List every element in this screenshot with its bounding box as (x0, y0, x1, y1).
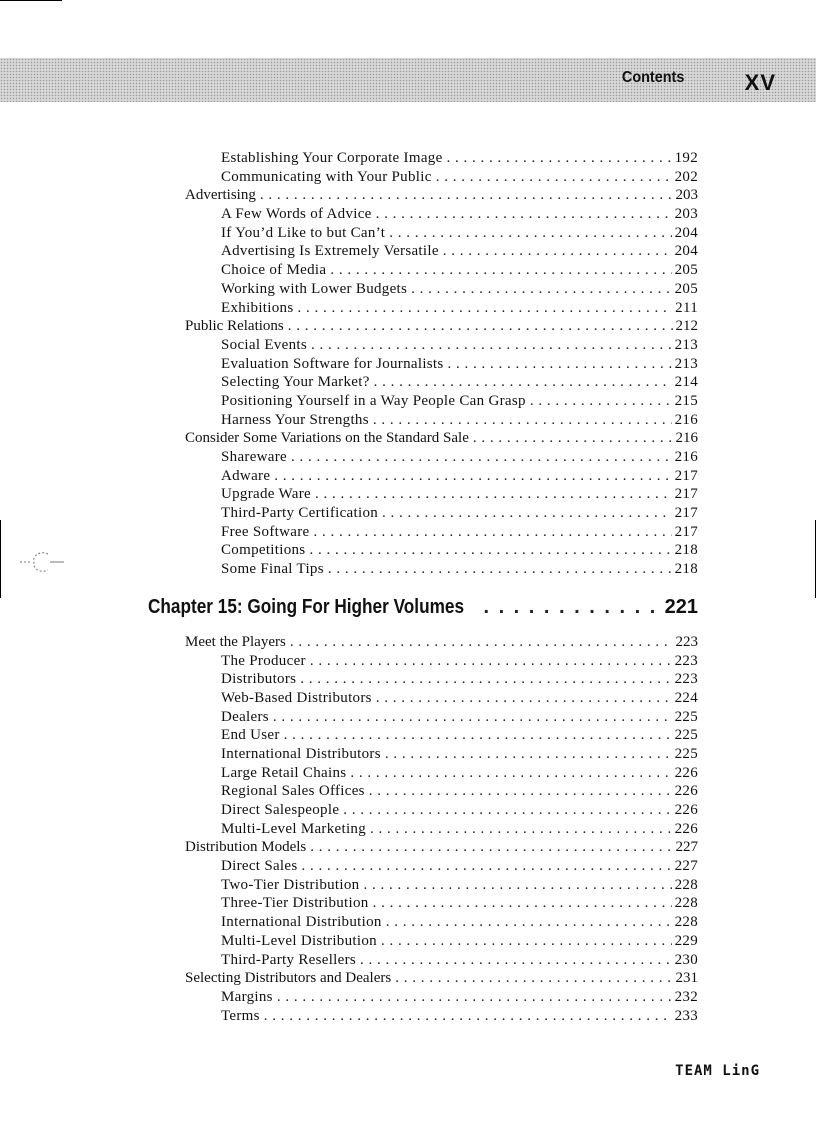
toc-entry-title: Multi-Level Distribution (221, 932, 377, 949)
toc-entry[interactable] (148, 317, 698, 336)
toc-page-number: 213 (674, 355, 698, 372)
toc-page-number: 214 (674, 374, 698, 391)
dot-leader (377, 932, 672, 951)
toc-entry-title: International Distribution (221, 914, 382, 931)
dot-leader (526, 392, 672, 411)
toc-page-number: 212 (675, 318, 698, 335)
dot-leader (444, 355, 672, 374)
toc-entry-title: Chapter 15: Going For Higher Volumes (148, 595, 465, 618)
toc-entry-title: Communicating with Your Public (221, 168, 432, 185)
dot-leader (372, 689, 672, 708)
toc-page-number: 224 (674, 689, 698, 706)
registration-mark-icon (20, 548, 64, 576)
toc-entry[interactable] (148, 913, 698, 932)
toc-page-number: 192 (674, 150, 698, 166)
toc-page-number: 231 (675, 970, 698, 987)
toc-entry[interactable] (148, 280, 698, 299)
toc-entry[interactable] (148, 242, 698, 261)
toc-entry[interactable] (148, 1007, 698, 1026)
toc-entry-title: Shareware (221, 449, 287, 465)
toc-page-number: 205 (674, 262, 698, 279)
toc-entry[interactable] (148, 988, 698, 1007)
toc-page-number: 216 (675, 430, 698, 447)
toc-page-number: 225 (674, 727, 698, 744)
toc-entry-title: Two-Tier Distribution (221, 876, 360, 893)
toc-entry-title: Advertising (185, 187, 256, 204)
toc-entry[interactable] (148, 485, 698, 504)
dot-leader (287, 448, 672, 467)
running-header-band (0, 58, 816, 102)
toc-entry-title: Evaluation Software for Journalists (221, 355, 444, 372)
corner-rule (0, 0, 62, 1)
dot-leader (273, 988, 672, 1007)
toc-entry-title: Upgrade Ware (221, 486, 311, 503)
toc-entry[interactable] (148, 726, 698, 745)
dot-leader (382, 913, 672, 932)
toc-page-number: 205 (674, 280, 698, 297)
toc-page-number: 228 (674, 876, 698, 893)
toc-page-number: 227 (675, 839, 698, 856)
toc-entry-title: Regional Sales Offices (221, 783, 365, 800)
toc-entry[interactable] (148, 504, 698, 523)
dot-leader (359, 876, 671, 895)
dot-leader (443, 149, 672, 168)
toc-entry-title: Distributors (221, 671, 297, 688)
toc-entry-title: A Few Words of Advice (221, 206, 372, 223)
dot-leader (479, 595, 661, 619)
toc-page-number: 223 (674, 671, 698, 688)
dot-leader (326, 261, 671, 280)
toc-entry-title: Margins (221, 988, 273, 1005)
toc-entry-title: Establishing Your Corporate Image (221, 150, 443, 166)
toc-entry-title: Public Relations (185, 318, 284, 335)
toc-page-number: 216 (674, 449, 698, 465)
toc-page-number: 230 (674, 951, 698, 968)
toc-page-number: 217 (674, 505, 698, 522)
toc-entry[interactable] (148, 224, 698, 243)
toc-page-number: 223 (675, 633, 698, 650)
toc-entry-title: Some Final Tips (221, 561, 324, 578)
toc-page-number: 204 (674, 224, 698, 241)
dot-leader (306, 838, 672, 857)
toc-entry-title: Distribution Models (185, 839, 307, 856)
toc-page-number: 229 (674, 932, 698, 949)
toc-page-number: 221 (664, 595, 698, 618)
dot-leader (339, 801, 671, 820)
dot-leader (407, 280, 671, 299)
toc-page-number: 218 (674, 561, 698, 578)
toc-page-number: 204 (674, 243, 698, 260)
toc-entry[interactable] (148, 857, 698, 876)
toc-entry-title: Choice of Media (221, 262, 327, 279)
toc-entry-title: Selecting Distributors and Dealers (185, 970, 392, 987)
dot-leader (370, 373, 672, 392)
dot-leader (260, 1007, 672, 1026)
toc-entry-title: Social Events (221, 336, 307, 353)
toc-page-number: 217 (674, 486, 698, 503)
toc-entry-title: Direct Salespeople (221, 802, 340, 818)
toc-entry[interactable] (148, 411, 698, 430)
toc-entry[interactable] (148, 633, 698, 652)
dot-leader (385, 224, 671, 243)
toc-entry[interactable] (148, 373, 698, 392)
toc-entry-title: End User (221, 727, 280, 744)
toc-entry-title: Free Software (221, 523, 310, 540)
dot-leader (293, 299, 672, 318)
dot-leader (366, 820, 672, 839)
dot-leader (307, 336, 672, 355)
toc-page-number: 213 (674, 336, 698, 353)
toc-entry-title: Dealers (221, 708, 269, 725)
toc-page-number: 232 (674, 988, 698, 1005)
dot-leader (439, 242, 672, 261)
toc-page-number: 233 (674, 1007, 698, 1024)
toc-entry[interactable] (148, 932, 698, 951)
toc-entry[interactable] (148, 261, 698, 280)
toc-entry[interactable] (148, 951, 698, 970)
toc-entry[interactable] (148, 541, 698, 560)
toc-entry-title: Selecting Your Market? (221, 374, 370, 391)
toc-entry[interactable] (148, 299, 698, 318)
toc-entry[interactable] (148, 969, 698, 988)
dot-leader (324, 560, 672, 579)
toc-page-number: 226 (674, 764, 698, 781)
toc-entry-title: Multi-Level Marketing (221, 820, 367, 837)
dot-leader (270, 467, 671, 486)
toc-entry[interactable] (148, 560, 698, 579)
toc-page-number: 215 (674, 392, 698, 409)
toc-entry[interactable] (148, 448, 698, 467)
table-of-contents (148, 149, 698, 1025)
toc-entry-title: Competitions (221, 542, 306, 559)
toc-page-number: 216 (674, 411, 698, 428)
toc-page-number: 226 (674, 802, 698, 818)
toc-entry[interactable] (148, 392, 698, 411)
toc-page-number: 218 (674, 542, 698, 559)
dot-leader (381, 745, 672, 764)
toc-entry[interactable] (148, 820, 698, 839)
toc-page-number: 226 (674, 820, 698, 837)
toc-entry[interactable] (148, 652, 698, 671)
toc-entry[interactable] (148, 467, 698, 486)
toc-entry-title: Positioning Yourself in a Way People Can Grasp (221, 392, 526, 409)
dot-leader (372, 205, 672, 224)
toc-entry-title: Consider Some Variations on the Standard Sale (185, 430, 469, 447)
left-margin-rule (0, 520, 1, 598)
toc-page-number: 225 (674, 708, 698, 725)
toc-page-number: 203 (674, 206, 698, 223)
dot-leader (280, 726, 672, 745)
dot-leader (369, 411, 672, 430)
toc-entry[interactable] (148, 708, 698, 727)
dot-leader (269, 708, 672, 727)
dot-leader (469, 429, 673, 448)
dot-leader (311, 485, 672, 504)
toc-page-number: 217 (674, 467, 698, 484)
toc-entry[interactable] (148, 336, 698, 355)
dot-leader (305, 541, 671, 560)
toc-page-number: 227 (674, 858, 698, 875)
dot-leader (369, 894, 672, 913)
toc-entry[interactable] (148, 205, 698, 224)
toc-page-number: 223 (674, 652, 698, 669)
dot-leader (296, 670, 671, 689)
toc-entry[interactable] (148, 745, 698, 764)
toc-entry[interactable] (148, 894, 698, 913)
toc-entry-title: Meet the Players (185, 633, 286, 650)
toc-entry-title: Third-Party Resellers (221, 951, 357, 968)
dot-leader (356, 951, 672, 970)
toc-entry-title: Advertising Is Extremely Versatile (221, 243, 439, 260)
toc-entry[interactable] (148, 689, 698, 708)
toc-entry[interactable] (148, 876, 698, 895)
page-folio: XV (744, 70, 776, 95)
dot-leader (391, 969, 672, 988)
dot-leader (284, 317, 673, 336)
dot-leader (306, 652, 672, 671)
toc-page-number: 211 (675, 299, 698, 316)
toc-entry-title: If You’d Like to but Can’t (221, 224, 386, 241)
toc-entry-title: Exhibitions (221, 299, 294, 316)
toc-entry-title: The Producer (221, 652, 306, 669)
dot-leader (346, 764, 671, 783)
running-head: Contents (621, 69, 684, 86)
toc-entry[interactable] (148, 670, 698, 689)
toc-page-number: 228 (674, 895, 698, 912)
toc-entry-title: Third-Party Certification (221, 505, 379, 522)
toc-entry-title: Direct Sales (221, 858, 298, 875)
toc-page-number: 226 (674, 783, 698, 800)
footer-watermark: TEAM LinG (675, 1063, 760, 1079)
toc-page-number: 217 (674, 523, 698, 540)
toc-entry[interactable] (148, 429, 698, 448)
toc-page-number: 225 (674, 745, 698, 762)
toc-entry[interactable] (148, 801, 698, 820)
dot-leader (309, 523, 671, 542)
toc-entry-title: Working with Lower Budgets (221, 280, 408, 297)
toc-entry[interactable] (148, 355, 698, 374)
toc-entry-title: Terms (221, 1007, 260, 1024)
toc-entry-title: Web-Based Distributors (221, 689, 372, 706)
toc-page-number: 203 (675, 187, 698, 204)
toc-page-number: 202 (674, 168, 698, 185)
dot-leader (432, 168, 672, 187)
toc-entry[interactable] (148, 149, 698, 168)
toc-entry-title: Harness Your Strengths (221, 411, 369, 428)
toc-entry-title: Large Retail Chains (221, 764, 347, 781)
toc-page-number: 228 (674, 914, 698, 931)
toc-entry[interactable] (148, 764, 698, 783)
toc-entry[interactable] (148, 838, 698, 857)
dot-leader (378, 504, 672, 523)
toc-entry-title: Adware (221, 467, 271, 484)
toc-chapter-heading[interactable] (148, 595, 698, 619)
toc-entry[interactable] (148, 168, 698, 187)
toc-entry[interactable] (148, 782, 698, 801)
toc-entry[interactable] (148, 523, 698, 542)
dot-leader (256, 186, 673, 205)
dot-leader (298, 857, 672, 876)
dot-leader (365, 782, 672, 801)
dot-leader (286, 633, 673, 652)
toc-entry-title: International Distributors (221, 745, 381, 762)
toc-entry[interactable] (148, 186, 698, 205)
toc-entry-title: Three-Tier Distribution (221, 895, 369, 912)
